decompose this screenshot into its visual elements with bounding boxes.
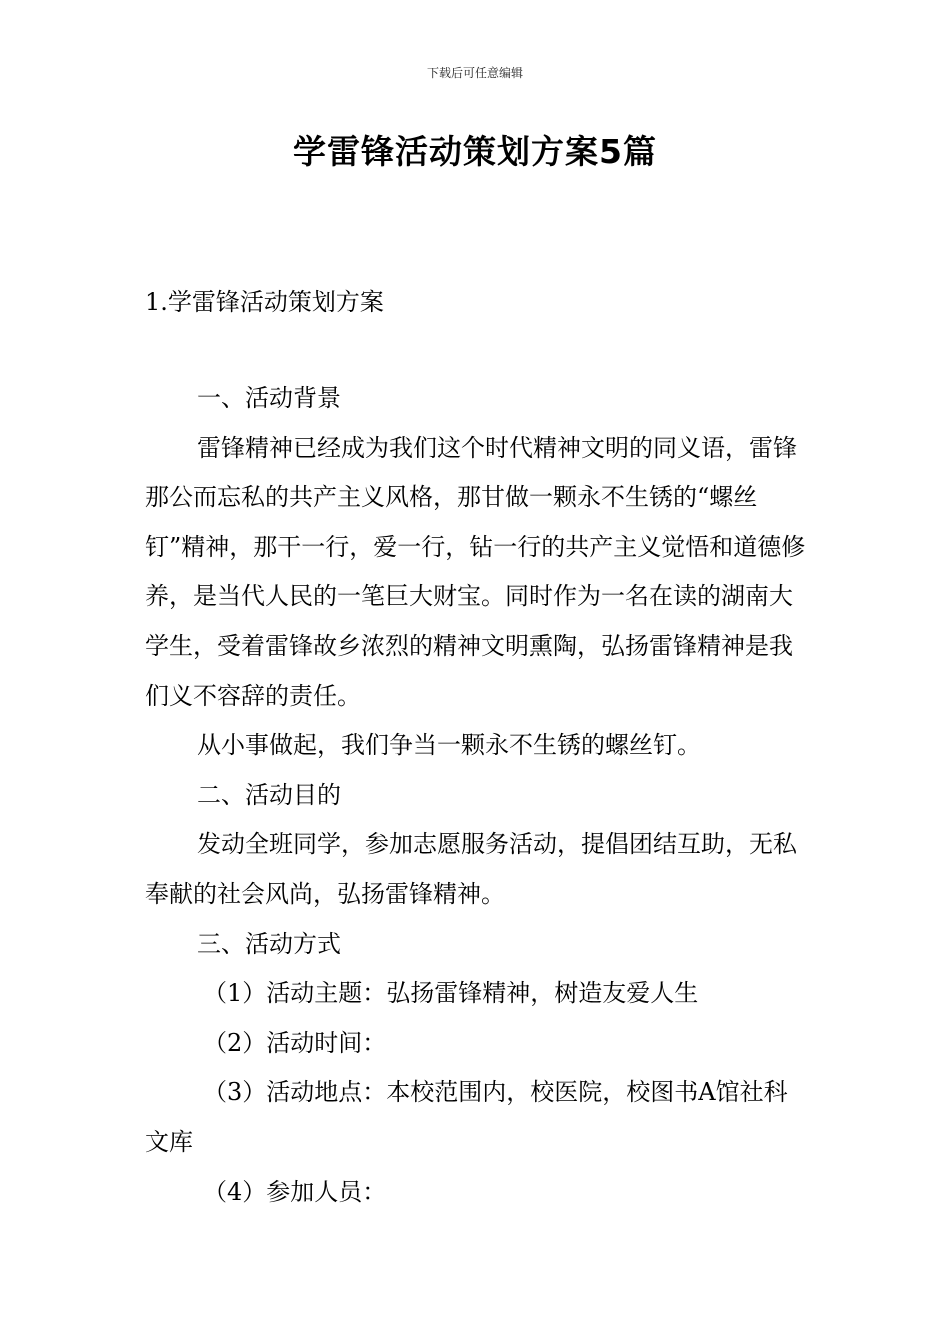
header-note: 下载后可任意编辑 [426,66,523,80]
document-body [145,374,809,1217]
list-item-time: （2）活动时间： [203,1028,387,1057]
list-item-participants: （4）参加人员： [203,1177,387,1206]
heading-purpose: 二、活动目的 [197,780,341,809]
list-item-location: （3）活动地点：本校范围内，校医院，校图书A馆社科文库 [145,1078,788,1156]
document-title: 学雷锋活动策划方案5篇 [293,132,657,171]
list-item-theme: （1）活动主题：弘扬雷锋精神，树造友爱人生 [203,979,699,1008]
paragraph-motto: 从小事做起，我们争当一颗永不生锈的螺丝钉。 [197,731,701,760]
paragraph-purpose: 发动全班同学，参加志愿服务活动，提倡团结互助，无私奉献的社会风尚，弘扬雷锋精神。 [145,830,797,908]
heading-background: 一、活动背景 [197,384,341,412]
section-heading: 1.学雷锋活动策划方案 [145,288,384,316]
heading-method: 三、活动方式 [197,929,341,958]
paragraph-background: 雷锋精神已经成为我们这个时代精神文明的同义语，雷锋那公而忘私的共产主义风格，那甘做一颗永不生锈的“螺丝钉”精神，那干一行，爱一行，钻一行的共产主义觉悟和道德修养，是当代人民的一笔巨大财宝。同时作为一名在读的湖南大学生，受着雷锋故乡浓烈的精神文明熏陶，弘扬雷锋精神是我们义不容辞的责任。 [145,433,806,710]
